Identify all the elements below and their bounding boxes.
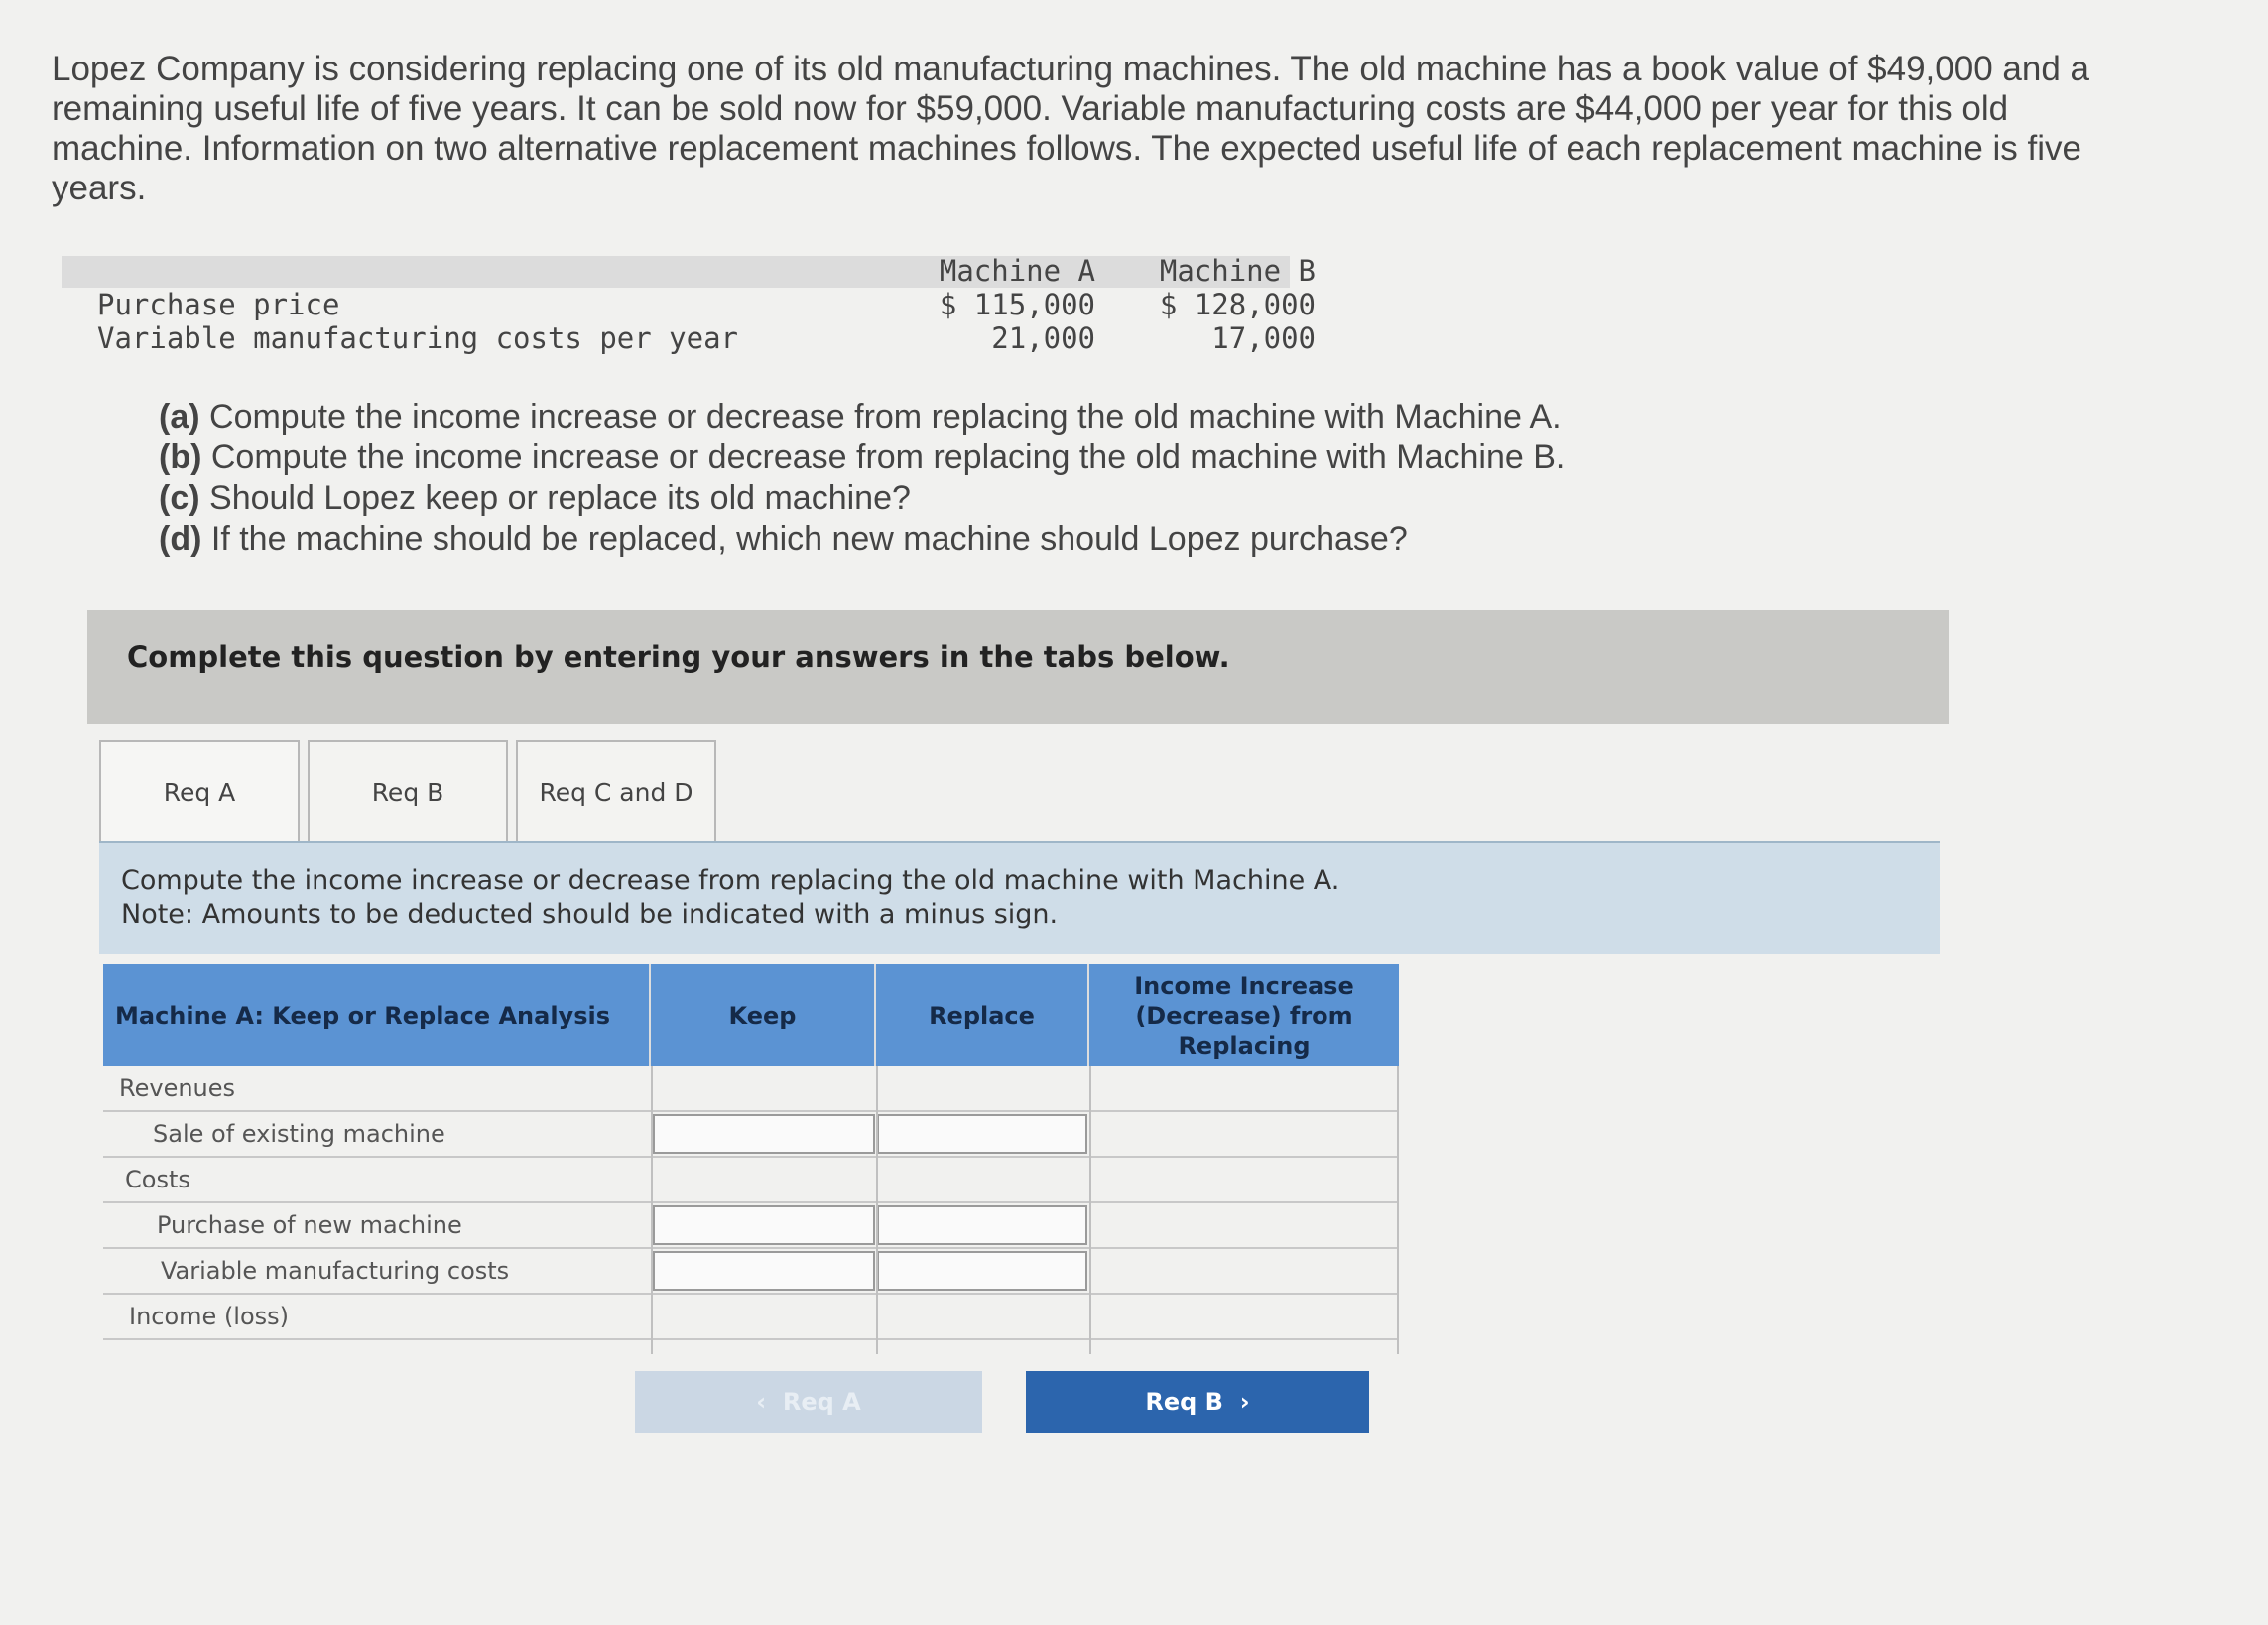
next-req-button[interactable] [1026, 1371, 1369, 1433]
row-label-purchase-of-new-machine: Purchase of new machine [157, 1211, 462, 1239]
column-divider [1397, 1066, 1399, 1354]
instruction-note: Note: Amounts to be deducted should be indicated with a minus sign. [121, 899, 1059, 930]
replace-variable-costs-input[interactable] [877, 1251, 1087, 1291]
instructions-banner [87, 610, 1949, 724]
variable-costs-label: Variable manufacturing costs per year [97, 321, 739, 355]
table-row [103, 1249, 1397, 1295]
analysis-header-difference [1089, 964, 1399, 1066]
row-label-costs: Costs [125, 1166, 190, 1193]
tab-req-b[interactable]: Req B [308, 740, 508, 841]
problem-line: years. [52, 169, 147, 207]
machine-b-price: $ 128,000 [1159, 288, 1316, 321]
machine-a-price: $ 115,000 [939, 288, 1095, 321]
question-list [159, 397, 1565, 560]
tab-req-a[interactable]: Req A [99, 740, 300, 841]
question-text: Compute the income increase or decrease from replacing the old machine with Machine B. [210, 438, 1566, 476]
problem-line: machine. Information on two alternative replacement machines follows. The expected useful life of each replacement machine is five [52, 129, 2081, 168]
question-tag: (a) [159, 398, 200, 436]
previous-req-label: Req A [782, 1388, 861, 1416]
header-diff-line: (Decrease) from [1135, 1001, 1353, 1030]
machine-b-variable-costs: 17,000 [1211, 321, 1316, 355]
instruction-panel [99, 843, 1940, 954]
question-item [159, 438, 1565, 478]
problem-line: remaining useful life of five years. It can be sold now for $59,000. Variable manufacturing costs are $44,000 per year for this old [52, 89, 2009, 128]
keep-purchase-input[interactable] [653, 1205, 875, 1245]
problem-statement [52, 50, 2185, 208]
question-tag: (b) [159, 438, 202, 476]
problem-line: Lopez Company is considering replacing one of its old manufacturing machines. The old machine has a book value of $49,000 and a [52, 50, 2089, 88]
keep-variable-costs-input[interactable] [653, 1251, 875, 1291]
analysis-header-label: Machine A: Keep or Replace Analysis [103, 964, 651, 1066]
table-row [103, 1158, 1397, 1203]
column-divider [651, 1066, 653, 1354]
question-text: Should Lopez keep or replace its old machine? [209, 479, 911, 517]
banner-text: Complete this question by entering your answers in the tabs below. [127, 640, 1230, 674]
column-divider [876, 1066, 878, 1354]
analysis-header-keep: Keep [651, 964, 876, 1066]
header-diff-line: Replacing [1178, 1031, 1311, 1060]
instruction-text: Compute the income increase or decrease from replacing the old machine with Machine A. [121, 865, 1340, 896]
analysis-header-replace: Replace [876, 964, 1089, 1066]
machine-info-table [62, 254, 1316, 355]
replace-purchase-input[interactable] [877, 1205, 1087, 1245]
machine-b-header: Machine B [1159, 254, 1316, 288]
chevron-left-icon: ‹ [756, 1388, 783, 1416]
column-divider [1089, 1066, 1091, 1354]
previous-req-button[interactable] [635, 1371, 982, 1433]
table-row [103, 1295, 1397, 1340]
question-tag: (d) [159, 520, 202, 558]
row-label-revenues: Revenues [119, 1074, 236, 1102]
keep-or-replace-table [103, 964, 1401, 1351]
table-row [103, 1112, 1397, 1158]
row-label-variable-manufacturing-costs: Variable manufacturing costs [161, 1257, 510, 1285]
tab-req-c-and-d[interactable]: Req C and D [516, 740, 716, 841]
question-tag: (c) [159, 479, 200, 517]
question-item [159, 397, 1565, 438]
purchase-price-label: Purchase price [97, 288, 340, 321]
header-diff-line: Income Increase [1134, 971, 1354, 1000]
question-text: If the machine should be replaced, which new machine should Lopez purchase? [210, 520, 1408, 558]
chevron-right-icon: › [1222, 1388, 1250, 1416]
question-text: Compute the income increase or decrease from replacing the old machine with Machine A. [209, 398, 1562, 436]
replace-sale-input[interactable] [877, 1114, 1087, 1154]
row-label-sale-of-existing-machine: Sale of existing machine [153, 1120, 445, 1148]
question-item [159, 478, 1565, 519]
next-req-label: Req B [1145, 1388, 1223, 1416]
table-row [103, 1203, 1397, 1249]
machine-a-variable-costs: 21,000 [991, 321, 1095, 355]
table-row [103, 1066, 1397, 1112]
machine-a-header: Machine A [939, 254, 1095, 288]
row-label-income-loss: Income (loss) [129, 1303, 290, 1330]
keep-sale-input[interactable] [653, 1114, 875, 1154]
question-item [159, 519, 1565, 560]
